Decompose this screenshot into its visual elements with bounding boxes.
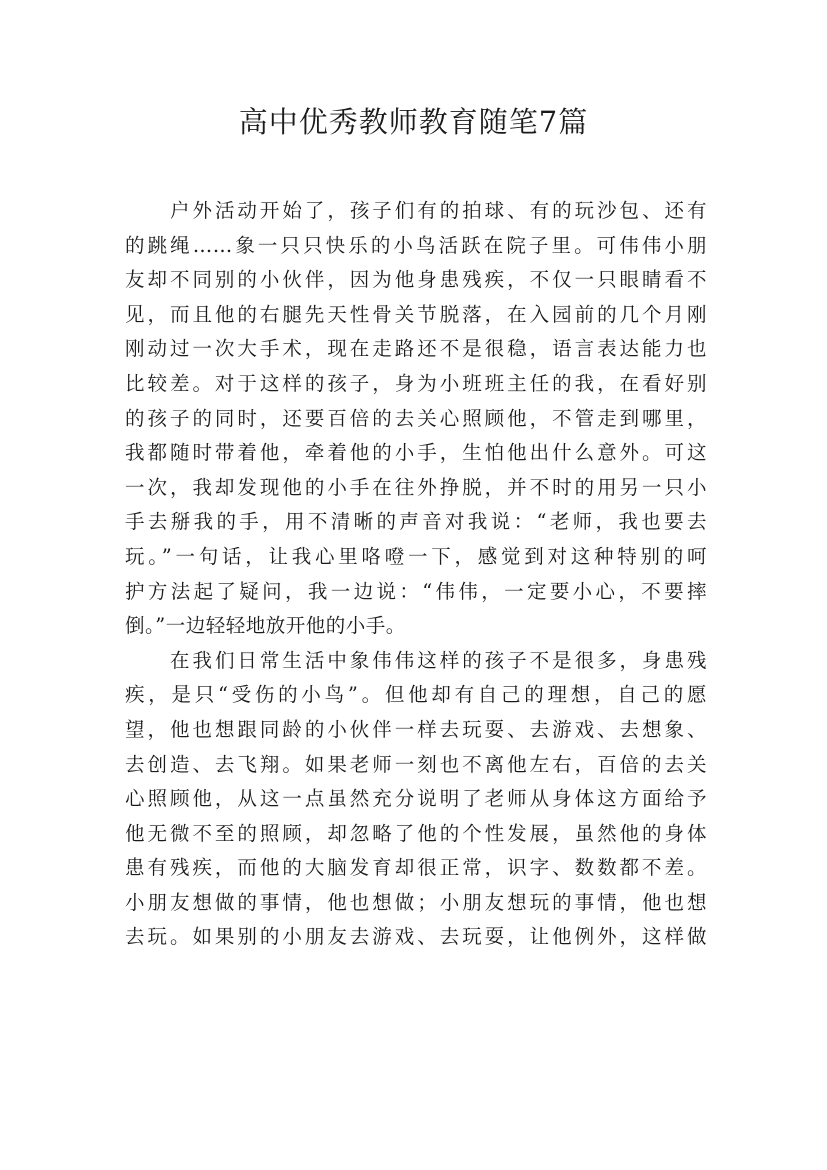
paragraph-line: 刚动过一次大手术，现在走路还不是很稳，语言表达能力也 [125, 337, 707, 361]
paragraph-line: 去创造、去飞翔。如果老师一刻也不离他左右，百倍的去关 [125, 752, 707, 776]
paragraph-line: 友却不同别的小伙伴，因为他身患残疾，不仅一只眼睛看不 [125, 268, 707, 292]
paragraph-line: 一次，我却发现他的小手在往外挣脱，并不时的用另一只小 [125, 475, 707, 499]
paragraph-line: 心照顾他，从这一点虽然充分说明了老师从身体这方面给予 [125, 787, 707, 811]
paragraph-line: 见，而且他的右腿先天性骨关节脱落，在入园前的几个月刚 [125, 302, 707, 326]
paragraph-line: 疾，是只“受伤的小鸟”。但他却有自己的理想，自己的愿 [125, 683, 707, 707]
paragraph-line: 望，他也想跟同龄的小伙伴一样去玩耍、去游戏、去想象、 [125, 717, 707, 741]
paragraph-line: 玩。”一句话，让我心里咯噔一下，感觉到对这种特别的呵 [125, 544, 707, 568]
paragraph-line: 去玩。如果别的小朋友去游戏、去玩耍，让他例外，这样做 [125, 925, 707, 949]
paragraph-line: 手去掰我的手，用不清晰的声音对我说：“老师，我也要去 [125, 510, 707, 534]
paragraph-line: 的孩子的同时，还要百倍的去关心照顾他，不管走到哪里， [125, 406, 707, 430]
paragraph-line: 护方法起了疑问，我一边说：“伟伟，一定要小心，不要摔 [125, 579, 707, 603]
document-body [125, 194, 707, 955]
paragraph-line: 小朋友想做的事情，他也想做；小朋友想玩的事情，他也想 [125, 890, 707, 914]
paragraph-line: 他无微不至的照顾，却忽略了他的个性发展，虽然他的身体 [125, 821, 707, 845]
paragraph-line: 户外活动开始了，孩子们有的拍球、有的玩沙包、还有 [170, 199, 707, 222]
paragraph-line: 在我们日常生活中象伟伟这样的孩子不是很多，身患残 [170, 648, 707, 672]
paragraph-line: 患有残疾，而他的大脑发育却很正常，识字、数数都不差。 [125, 856, 707, 880]
paragraph-line: 比较差。对于这样的孩子，身为小班班主任的我，在看好别 [125, 371, 707, 395]
paragraph-line: 倒。”一边轻轻地放开他的小手。 [125, 614, 406, 638]
paragraph-line: 我都随时带着他，牵着他的小手，生怕他出什么意外。可这 [125, 441, 707, 465]
document-title: 高中优秀教师教育随笔7篇 [238, 105, 589, 139]
paragraph-line: 的跳绳……象一只只快乐的小鸟活跃在院子里。可伟伟小朋 [125, 233, 707, 257]
